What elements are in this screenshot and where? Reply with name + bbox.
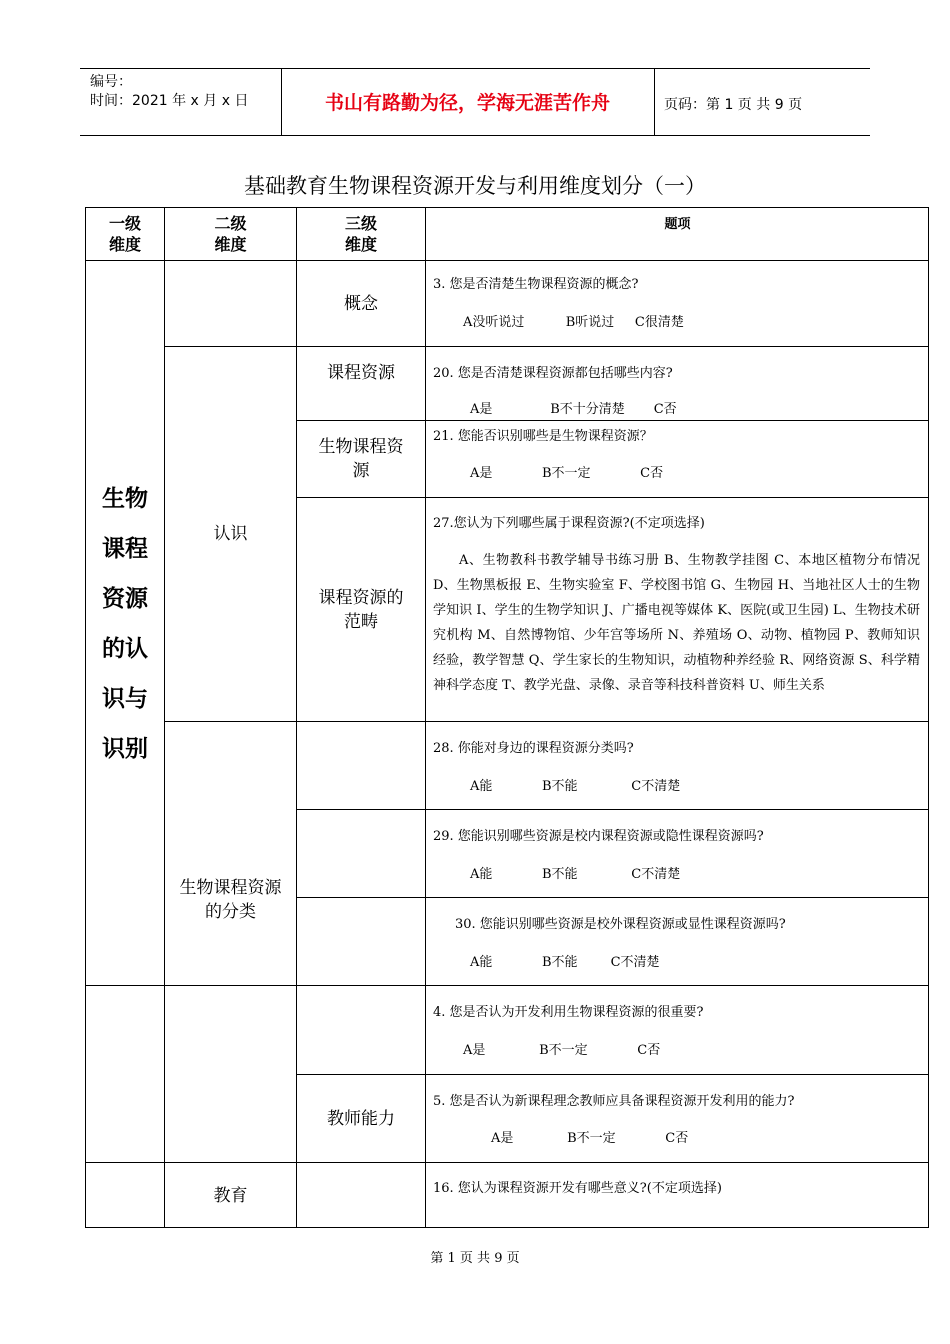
question-3: 3. 您是否清楚生物课程资源的概念? [433,277,639,292]
level3-bio-course-resource: 生物课程资 源 [318,437,404,481]
question-27: 27.您认为下列哪些属于课程资源?(不定项选择) [433,516,705,531]
question-5: 5. 您是否认为新课程理念教师应具备课程资源开发利用的能力? [433,1094,795,1109]
header-divider-right [654,68,655,135]
header-level2: 二级 维度 [214,214,247,254]
time-label: 时间：2021 年 x 月 x 日 [90,93,249,109]
question-27-options: A、生物教科书教学辅导书练习册 B、生物教学挂图 C、本地区植物分布情况 D、生物黑板报 E、生物实验室 F、学校图书馆 G、生物园 H、当地社区人士的生物学知识 I、学生的生物学知识 J、广播电视等媒体 K、医院(或卫生园) L、生物技术研究机构 M、自然博物馆、少年宫等场所 N、养殖场 O、动物、植物园 P、教师知识经验，教学智慧 Q、学生家长的生物知识，动植物种养经验 R、网络资源 S、科学精神科学态度 T、教学光盘、录像、录音等科技科普资料 U、师生关系 [433,553,920,693]
question-28-options: A能 B不能 C不清楚 [470,779,681,794]
row-rule [164,721,929,722]
question-20: 20. 您是否清楚课程资源都包括哪些内容? [433,366,673,381]
level3-teacher-ability: 教师能力 [327,1108,395,1129]
header-page-info: 页码：第 1 页 共 9 页 [664,97,803,113]
row-rule [296,809,929,810]
level3-concept: 概念 [344,293,378,314]
question-5-options: A是 B不一定 C否 [491,1131,689,1146]
header-meta [90,73,248,111]
number-label: 编号： [90,74,132,90]
question-29-options: A能 B不能 C不清楚 [470,867,681,882]
question-4-options: A是 B不一定 C否 [463,1043,661,1058]
header-bottom-rule [80,135,870,136]
header-row-rule [85,260,929,261]
question-30-options: A能 B不能 C不清楚 [470,955,660,970]
level2-renshi: 认识 [213,524,248,544]
row-rule [85,985,929,986]
question-3-options: A没听说过 B听说过 C很清楚 [463,315,684,330]
question-16: 16. 您认为课程资源开发有哪些意义?(不定项选择) [433,1181,722,1196]
question-28: 28. 你能对身边的课程资源分类吗? [433,741,634,756]
question-4: 4. 您是否认为开发利用生物课程资源的很重要? [433,1005,704,1020]
header-items: 题项 [664,217,691,232]
question-20-options: A是 B不十分清楚 C否 [470,402,677,417]
level2-education: 教育 [213,1185,248,1206]
header-motto: 书山有路勤为径，学海无涯苦作舟 [324,92,610,114]
question-21-options: A是 B不一定 C否 [470,466,664,481]
document-title: 基础教育生物课程资源开发与利用维度划分（一） [244,174,706,198]
level3-resource-scope: 课程资源的 范畴 [318,588,404,632]
question-21: 21. 您能否识别哪些是生物课程资源？ [433,429,653,444]
page-footer: 第 1 页 共 9 页 [430,1251,520,1266]
header-level3: 三级 维度 [344,214,377,254]
row-rule [296,897,929,898]
question-29: 29. 您能识别哪些资源是校内课程资源或隐性课程资源吗? [433,829,764,844]
question-30: 30. 您能识别哪些资源是校外课程资源或显性课程资源吗? [455,917,786,932]
level2-classification: 生物课程资源 的分类 [179,878,282,922]
level3-course-resource: 课程资源 [327,363,395,383]
level1-biology-resource-awareness: 生物 课程 资源 的认 识与 识别 [102,486,148,762]
row-rule [296,497,929,498]
header-level1: 一级 维度 [108,214,141,254]
